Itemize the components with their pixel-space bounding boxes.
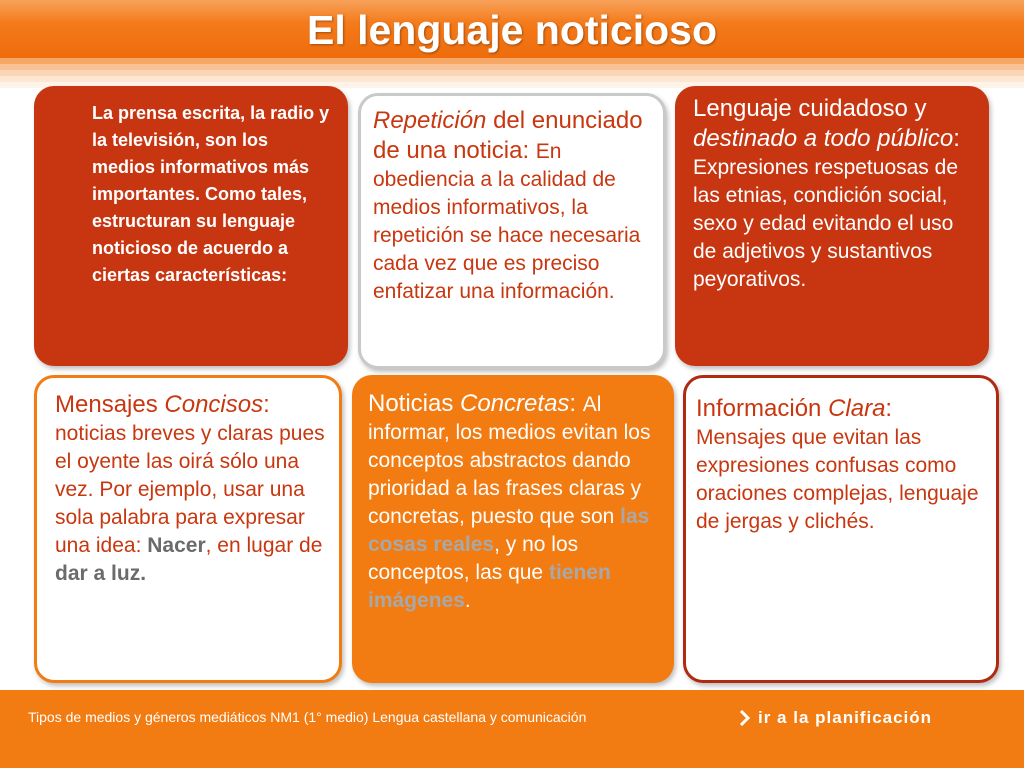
clear-colon: : [885, 395, 893, 422]
repetition-body: En obediencia a la calidad de medios informativos, la repetición se hace necesaria cada vez que es preciso enfatizar una información. [373, 140, 641, 303]
careful-term: destinado a todo público [693, 125, 954, 152]
clear-body: Mensajes que evitan las expresiones confusas como oraciones complejas, lenguaje de jergas y clichés. [696, 426, 979, 533]
concrete-term: Concretas [460, 390, 570, 417]
concrete-colon: : [569, 390, 583, 417]
concrete-news-box [352, 375, 674, 683]
intro-text: La prensa escrita, la radio y la televisión, son los medios informativos más importantes. Como tales, estructuran su lenguaje noticioso de acuerdo a ciertas características: [92, 103, 330, 285]
concise-example-nacer: Nacer [147, 534, 206, 557]
concrete-body: Al informar, los medios evitan los conceptos abstractos dando prioridad a las frases claras y concretas, puesto que son [368, 393, 651, 528]
go-to-planning-link[interactable] [740, 706, 932, 730]
careful-colon: : [953, 125, 960, 152]
concise-colon: : [263, 391, 270, 418]
clear-term: Clara [828, 395, 886, 422]
concrete-lead: Noticias [368, 390, 461, 417]
slide-title: El lenguaje noticioso [306, 7, 718, 53]
concise-term: Concisos [164, 391, 264, 418]
footer-course-text: Tipos de medios y géneros mediáticos NM1 (1° medio) Lengua castellana y comunicación [28, 709, 587, 725]
concise-example-dar-a-luz: dar a luz. [55, 562, 147, 585]
clear-lead: Información [696, 395, 829, 422]
repetition-box [358, 93, 666, 369]
clear-information-box [683, 375, 999, 683]
concise-middle: , en lugar de [205, 534, 323, 557]
chevron-right-icon [740, 710, 750, 726]
repetition-term: Repetición [373, 107, 487, 134]
concise-messages-box [34, 375, 342, 683]
careful-body: Expresiones respetuosas de las etnias, condición social, sexo y edad evitando el uso de adjetivos y sustantivos peyorativos. [693, 156, 958, 291]
go-to-planning-label: ir a la planificación [758, 708, 933, 727]
careful-language-box [675, 86, 989, 366]
concrete-middle: , y no los conceptos, las que [368, 533, 579, 584]
careful-lead: Lenguaje cuidadoso y [693, 95, 927, 122]
concrete-highlight-real-things: las cosas reales [368, 505, 650, 556]
concise-lead: Mensajes [55, 391, 165, 418]
footer-bar [0, 690, 1024, 768]
intro-box [34, 86, 348, 366]
concrete-highlight-images: tienen imágenes [368, 561, 611, 612]
repetition-lead: del enunciado de una noticia: [373, 107, 643, 164]
concise-body: noticias breves y claras pues el oyente las oirá sólo una vez. Por ejemplo, usar una sola palabra para expresar una idea: [55, 422, 325, 557]
concrete-end: . [464, 589, 471, 612]
